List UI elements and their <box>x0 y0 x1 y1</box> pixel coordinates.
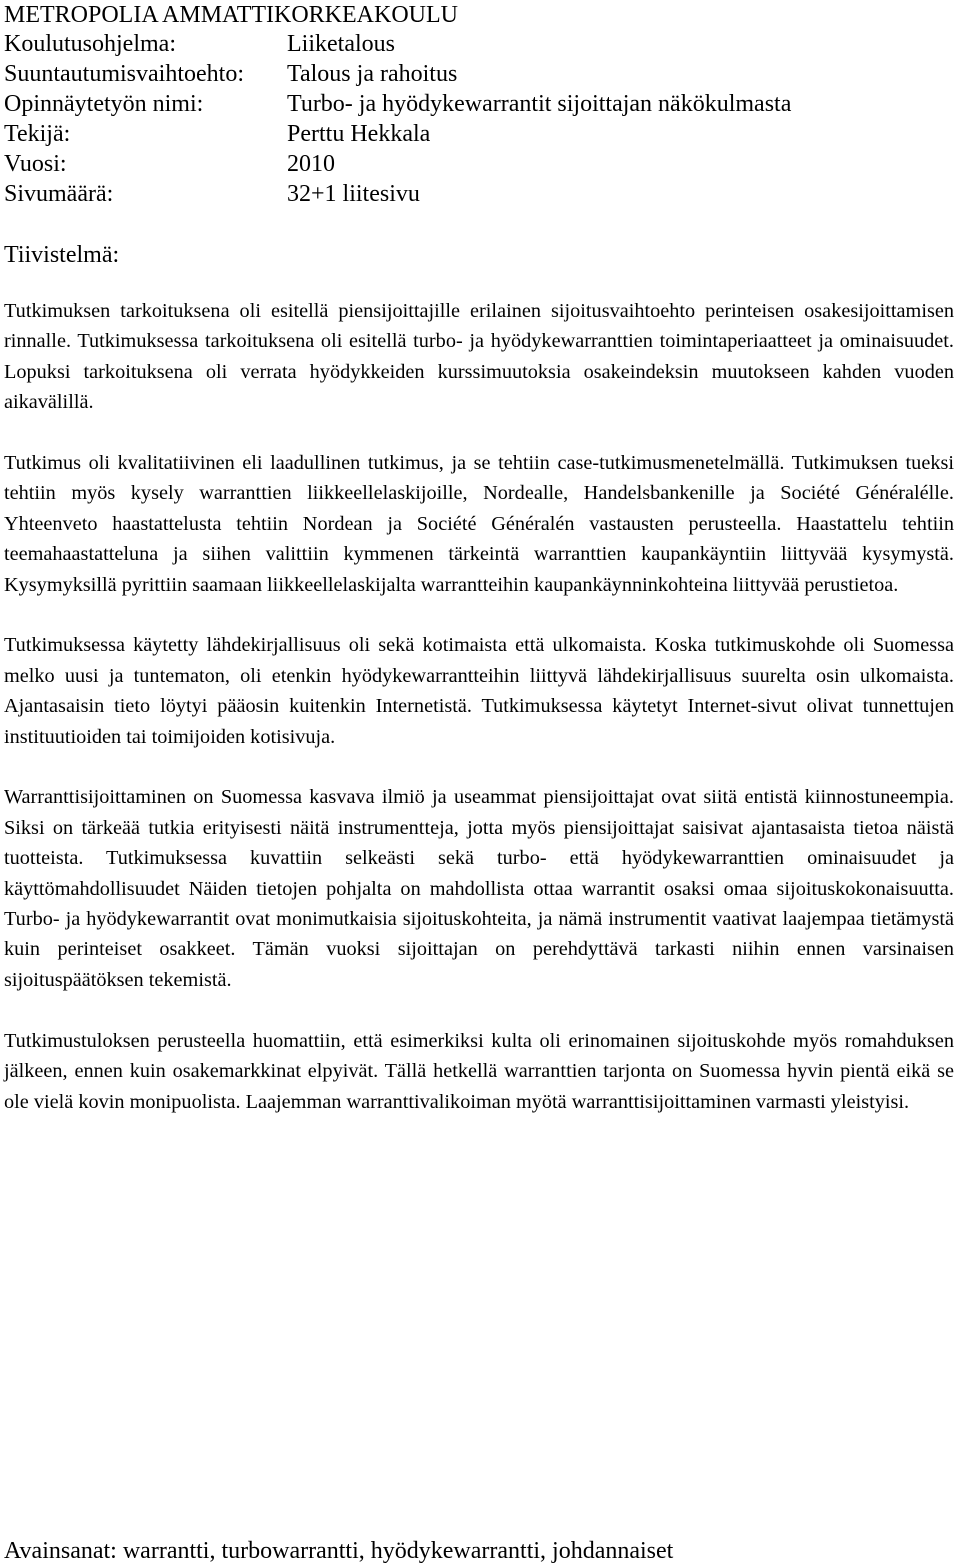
meta-label: Vuosi: <box>4 151 67 177</box>
meta-label: Suuntautumisvaihtoehto: <box>4 61 244 87</box>
meta-row-suuntautumisvaihtoehto <box>4 59 954 89</box>
meta-row-tekija <box>4 119 954 149</box>
meta-value: 32+1 liitesivu <box>287 181 420 207</box>
abstract-paragraph: Tutkimuksen tarkoituksena oli esitellä piensijoittajille erilainen sijoitusvaihtoehto perinteisen osakesijoittamisen rinnalle. Tutkimuksessa tarkoituksena oli esitellä turbo- ja hyödykewarranttien toimintaperiaatteet ja ominaisuudet. Lopuksi tarkoituksena oli verrata hyödykkeiden kurssimuutoksia osakeindeksin muutokseen kahden vuoden aikavälillä. <box>4 300 954 414</box>
meta-row-koulutusohjelma <box>4 29 954 59</box>
meta-label: Opinnäytetyön nimi: <box>4 91 204 117</box>
meta-row-vuosi <box>4 149 954 179</box>
meta-value: Turbo- ja hyödykewarrantit sijoittajan näkökulmasta <box>287 91 792 117</box>
meta-row-opinnaytetyon-nimi <box>4 89 954 119</box>
meta-value: 2010 <box>287 151 335 177</box>
institution-title: METROPOLIA AMMATTIKORKEAKOULU <box>4 2 458 28</box>
meta-row-sivumaara <box>4 179 954 209</box>
abstract-paragraph: Tutkimuksessa käytetty lähdekirjallisuus oli sekä kotimaista että ulkomaista. Koska tutkimuskohde oli Suomessa melko uusi ja tuntematon, oli etenkin hyödykewarrantteihin liittyvä lähdekirjallisuus suurelta osin ulkomaista. Ajantasaisin tieto löytyi pääosin kuitenkin Internetistä. Tutkimuksessa käytetyt Internet-sivut olivat tunnettujen instituutioiden tai toimijoiden kotisivuja. <box>4 634 954 748</box>
abstract-paragraph: Tutkimus oli kvalitatiivinen eli laadullinen tutkimus, ja se tehtiin case-tutkimusmenetelmällä. Tutkimuksen tueksi tehtiin myös kysely warranttien liikkeellelaskijoille, Nordealle, Handelsbankenille ja Société Généralélle. Yhteenveto haastattelusta tehtiin Nordean ja Société Généralén vastausten perusteella. Haastattelu tehtiin teemahaastatteluna ja siihen valittiin kymmenen tärkeintä warranttien kaupankäyntiin liittyvää kysymystä. Kysymyksillä pyrittiin saamaan liikkeellelaskijalta warrantteihin kaupankäynninkohteina liittyvää perustietoa. <box>4 452 954 596</box>
abstract-paragraph: Tutkimustuloksen perusteella huomattiin, että esimerkiksi kulta oli erinomainen sijoituskohde myös romahduksen jälkeen, ennen kuin osakemarkkinat elpyivät. Tällä hetkellä warranttien tarjonta on Suomessa hyvin pientä eikä se ole vielä kovin monipuolista. Laajemman warranttivalikoiman myötä warranttisijoittaminen varmasti yleistyisi. <box>4 1029 954 1113</box>
abstract-paragraph: Warranttisijoittaminen on Suomessa kasvava ilmiö ja useammat piensijoittajat ovat siitä entistä kiinnostuneempia. Siksi on tärkeää tutkia erityisesti näitä instrumentteja, jotta myös piensijoittajat saisivat ajantasaista tietoa näistä tuotteista. Tutkimuksessa kuvattiin selkeästi sekä turbo- että hyödykewarranttien ominaisuudet ja käyttömahdollisuudet Näiden tietojen pohjalta on mahdollista ottaa warrantit osaksi omaa sijoituskokonaisuutta. Turbo- ja hyödykewarrantit ovat monimutkaisia sijoituskohteita, ja nämä instrumentit vaativat laajempaa tietämystä kuin perinteiset osakkeet. Tämän vuoksi sijoittajan on perehdyttävä tarkasti niihin ennen varsinaisen sijoituspäätöksen tekemistä. <box>4 786 954 991</box>
meta-label: Sivumäärä: <box>4 181 114 207</box>
abstract-label: Tiivistelmä: <box>4 242 120 268</box>
meta-value: Talous ja rahoitus <box>287 61 458 87</box>
meta-label: Koulutusohjelma: <box>4 31 176 57</box>
abstract-body <box>4 296 954 1147</box>
meta-label: Tekijä: <box>4 121 71 147</box>
meta-value: Liiketalous <box>287 31 395 57</box>
meta-value: Perttu Hekkala <box>287 121 431 147</box>
keywords-line: Avainsanat: warrantti, turbowarrantti, hyödykewarrantti, johdannaiset <box>4 1538 674 1564</box>
